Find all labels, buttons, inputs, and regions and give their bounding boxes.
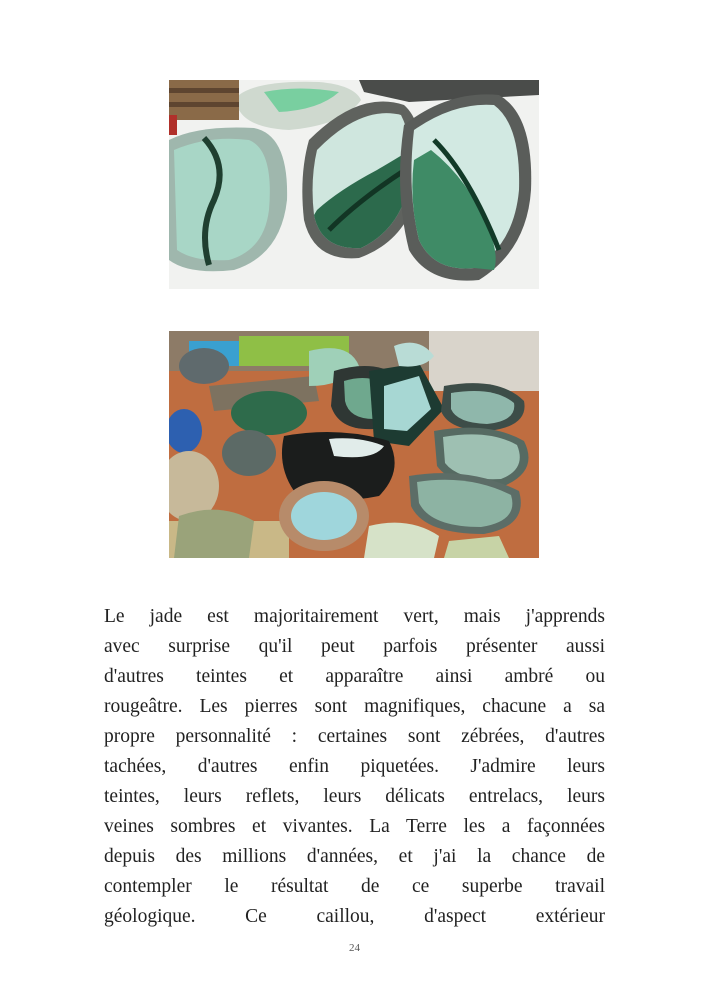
body-line: propre personnalité : certaines sont zébrées, d'autres: [104, 726, 605, 747]
body-line: veines sombres et vivantes. La Terre les a façonnées: [104, 816, 605, 837]
body-line: depuis des millions d'années, et j'ai la chance de: [104, 846, 605, 867]
body-text: [104, 602, 605, 932]
body-line: tachées, d'autres enfin piquetées. J'admire leurs: [104, 756, 605, 777]
body-line: contempler le résultat de ce superbe travail: [104, 876, 605, 897]
body-line: avec surprise qu'il peut parfois présenter aussi: [104, 636, 605, 657]
body-line: teintes, leurs reflets, leurs délicats entrelacs, leurs: [104, 786, 605, 807]
body-line: Le jade est majoritairement vert, mais j'apprends: [104, 606, 605, 627]
body-line: géologique. Ce caillou, d'aspect extérieur: [104, 906, 605, 927]
page-number: 24: [349, 942, 360, 954]
jade-table-photo: [169, 331, 539, 558]
jade-slices-photo: [169, 80, 539, 289]
body-line: rougeâtre. Les pierres sont magnifiques, chacune a sa: [104, 696, 605, 717]
body-line: d'autres teintes et apparaître ainsi ambré ou: [104, 666, 605, 687]
